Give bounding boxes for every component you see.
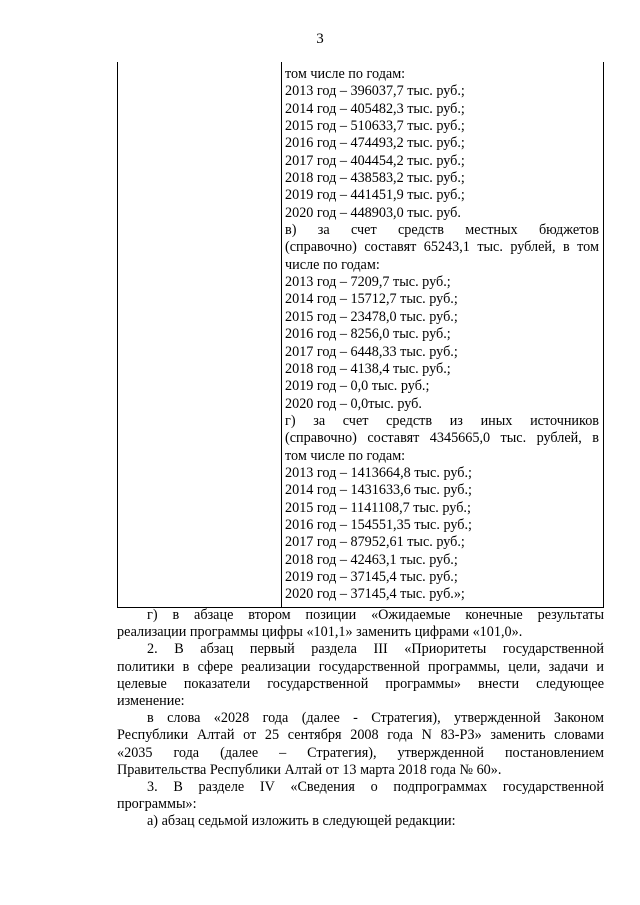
list-item: 2018 год – 438583,2 тыс. руб.;	[285, 170, 465, 187]
text-line: а) абзац седьмой изложить в следующей редакции:	[147, 813, 456, 830]
passport-table	[117, 62, 604, 608]
list-item: 2014 год – 405482,3 тыс. руб.;	[285, 100, 465, 117]
local-years-list	[285, 274, 599, 413]
other-sources-heading	[285, 413, 599, 465]
table-column-divider	[281, 62, 282, 608]
list-item: 2013 год – 396037,7 тыс. руб.;	[285, 83, 465, 100]
heading-line: г) за счет средств из иных источников	[285, 412, 599, 429]
paragraph-seventh-abzac	[117, 813, 604, 830]
text-line: в слова «2028 года (далее - Стратегия), утвержденной Законом	[147, 710, 604, 727]
text-line: реализации программы цифры «101,1» заменить цифрами «101,0».	[117, 624, 523, 641]
list-item: 2017 год – 6448,33 тыс. руб.;	[285, 343, 458, 360]
regional-years-list	[285, 83, 599, 222]
text-line: 3. В разделе IV «Сведения о подпрограммах государственной	[147, 779, 604, 796]
list-item: 2018 год – 42463,1 тыс. руб.;	[285, 551, 458, 568]
heading-line: числе по годам:	[285, 256, 380, 273]
text-line: политики в сфере реализации государственной программы, цели, задачи и	[117, 658, 604, 675]
list-item: 2013 год – 7209,7 тыс. руб.;	[285, 274, 451, 291]
list-item: 2015 год – 23478,0 тыс. руб.;	[285, 308, 458, 325]
list-item: 2015 год – 1141108,7 тыс. руб.;	[285, 499, 471, 516]
list-item: 2018 год – 4138,4 тыс. руб.;	[285, 360, 451, 377]
text-line: Республики Алтай от 25 сентября 2008 года N 83-РЗ» заменить словами	[117, 727, 604, 744]
list-item: 2016 год – 474493,2 тыс. руб.;	[285, 135, 465, 152]
list-item: 2014 год – 1431633,6 тыс. руб.;	[285, 482, 472, 499]
paragraph-section-iv	[117, 779, 604, 813]
list-item: 2020 год – 448903,0 тыс. руб.	[285, 204, 461, 221]
heading-line: том числе по годам:	[285, 447, 406, 464]
list-item: 2019 год – 37145,4 тыс. руб.;	[285, 568, 458, 585]
list-item: 2015 год – 510633,7 тыс. руб.;	[285, 118, 465, 135]
text-line: целевые показатели государственной программы» внести следующее	[117, 675, 604, 692]
paragraph-expected-results	[117, 607, 604, 641]
text-line: «2035 года (далее – Стратегия), утвержденной постановлением	[117, 744, 604, 761]
cell-intro: том числе по годам:	[285, 66, 406, 82]
list-item: 2013 год – 1413664,8 тыс. руб.;	[285, 464, 472, 481]
list-item: 2016 год – 8256,0 тыс. руб.;	[285, 326, 451, 343]
list-item: 2020 год – 0,0тыс. руб.	[285, 395, 422, 412]
list-item: 2014 год – 15712,7 тыс. руб.;	[285, 291, 458, 308]
text-line: программы»:	[117, 796, 197, 813]
document-body	[117, 607, 604, 831]
list-item: 2017 год – 404454,2 тыс. руб.;	[285, 152, 465, 169]
text-line: изменение:	[117, 693, 185, 710]
table-right-border	[603, 62, 604, 608]
other-years-list	[285, 465, 599, 604]
text-line: г) в абзаце втором позиции «Ожидаемые конечные результаты	[147, 607, 604, 623]
list-item: 2019 год – 0,0 тыс. руб.;	[285, 378, 430, 395]
paragraph-strategy	[117, 710, 604, 779]
text-line: Правительства Республики Алтай от 13 марта 2018 года № 60».	[117, 761, 502, 778]
table-left-border	[117, 62, 118, 608]
text-line: 2. В абзац первый раздела III «Приоритеты государственной	[147, 641, 604, 658]
paragraph-section-iii	[117, 641, 604, 710]
heading-line: (справочно) составят 65243,1 тыс. рублей, в том	[285, 239, 599, 256]
page-number: 3	[316, 31, 324, 47]
table-right-cell	[285, 66, 599, 604]
heading-line: в) за счет средств местных бюджетов	[285, 222, 599, 239]
list-item: 2017 год – 87952,61 тыс. руб.;	[285, 534, 465, 551]
list-item: 2016 год – 154551,35 тыс. руб.;	[285, 516, 472, 533]
list-item: 2019 год – 441451,9 тыс. руб.;	[285, 187, 465, 204]
list-item: 2020 год – 37145,4 тыс. руб.»;	[285, 586, 465, 603]
local-budget-heading	[285, 222, 599, 274]
heading-line: (справочно) составят 4345665,0 тыс. рублей, в	[285, 430, 599, 447]
